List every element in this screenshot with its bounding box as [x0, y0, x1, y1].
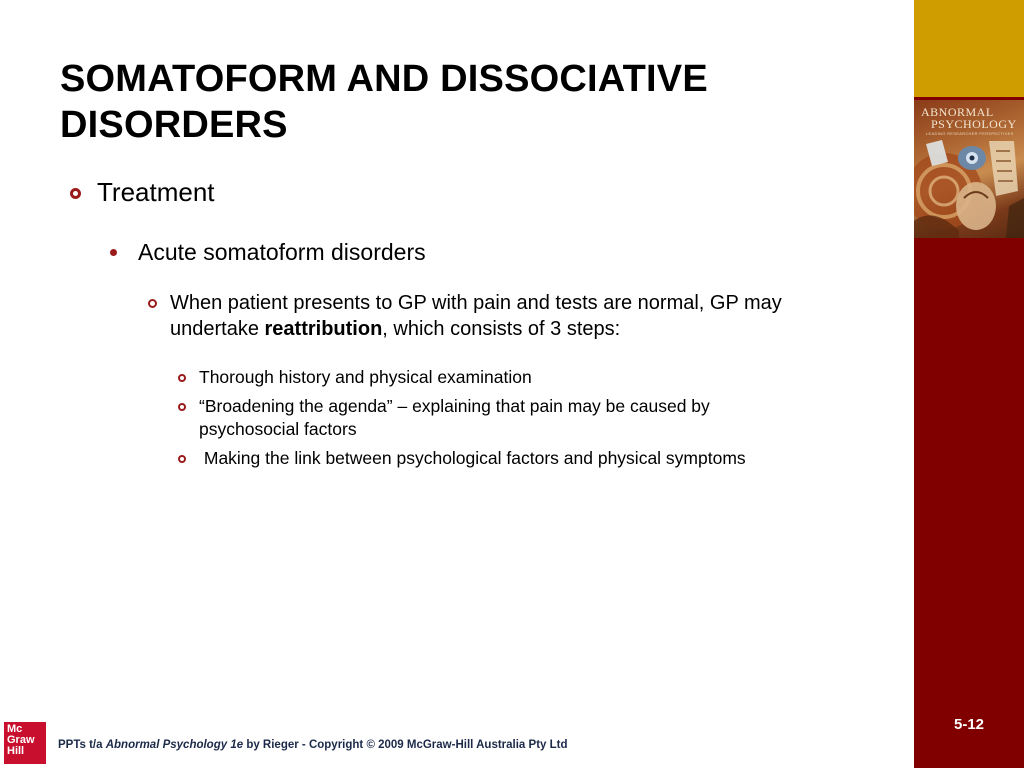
bullet-level-2-text: Acute somatoform disorders	[138, 239, 426, 265]
footer-suffix: by Rieger - Copyright © 2009 McGraw-Hill Australia Pty Ltd	[243, 739, 568, 751]
slide-title-line-1: SOMATOFORM AND DISSOCIATIVE	[60, 58, 708, 100]
book-title	[921, 106, 1017, 130]
book-title-line-2: PSYCHOLOGY	[931, 117, 1017, 131]
ring-bullet-icon	[70, 188, 81, 199]
ring-bullet-icon	[178, 455, 186, 463]
book-artwork-icon	[914, 136, 1024, 238]
reattribution-prefix: When patient presents to GP with pain and tests are normal, GP may undertake	[170, 292, 782, 340]
logo-line: Hill	[7, 745, 25, 757]
book-cover-image	[914, 100, 1024, 238]
step-text: “Broadening the agenda” – explaining that pain may be caused by psychosocial factors	[199, 396, 710, 439]
logo-line: Graw	[7, 734, 35, 746]
reattribution-suffix: , which consists of 3 steps:	[382, 318, 621, 340]
slide-number: 5-12	[954, 716, 985, 733]
bullet-level-1-text: Treatment	[97, 177, 215, 207]
bullet-level-3-text	[170, 290, 830, 342]
slide-title-line-2: DISORDERS	[60, 104, 288, 146]
ring-bullet-icon	[148, 299, 157, 308]
sidebar-gold-block	[914, 0, 1024, 97]
step-text: Making the link between psychological factors and physical symptoms	[199, 448, 746, 468]
copyright-footer	[58, 739, 568, 751]
book-subtitle: LEADING RESEARCHER PERSPECTIVES	[926, 131, 1014, 136]
mcgraw-hill-logo	[4, 722, 46, 764]
reattribution-term: reattribution	[264, 318, 383, 340]
ring-bullet-icon	[178, 403, 186, 411]
logo-line: Mc	[7, 723, 23, 735]
sidebar-panel	[914, 0, 1024, 768]
slide-title	[60, 56, 880, 148]
dot-bullet-icon	[110, 249, 117, 256]
ring-bullet-icon	[178, 374, 186, 382]
footer-prefix: PPTs t/a	[58, 739, 106, 751]
book-title-line-1: ABNORMAL	[921, 105, 994, 119]
footer-book-title: Abnormal Psychology 1e	[105, 739, 244, 751]
step-text: Thorough history and physical examination	[199, 367, 532, 387]
